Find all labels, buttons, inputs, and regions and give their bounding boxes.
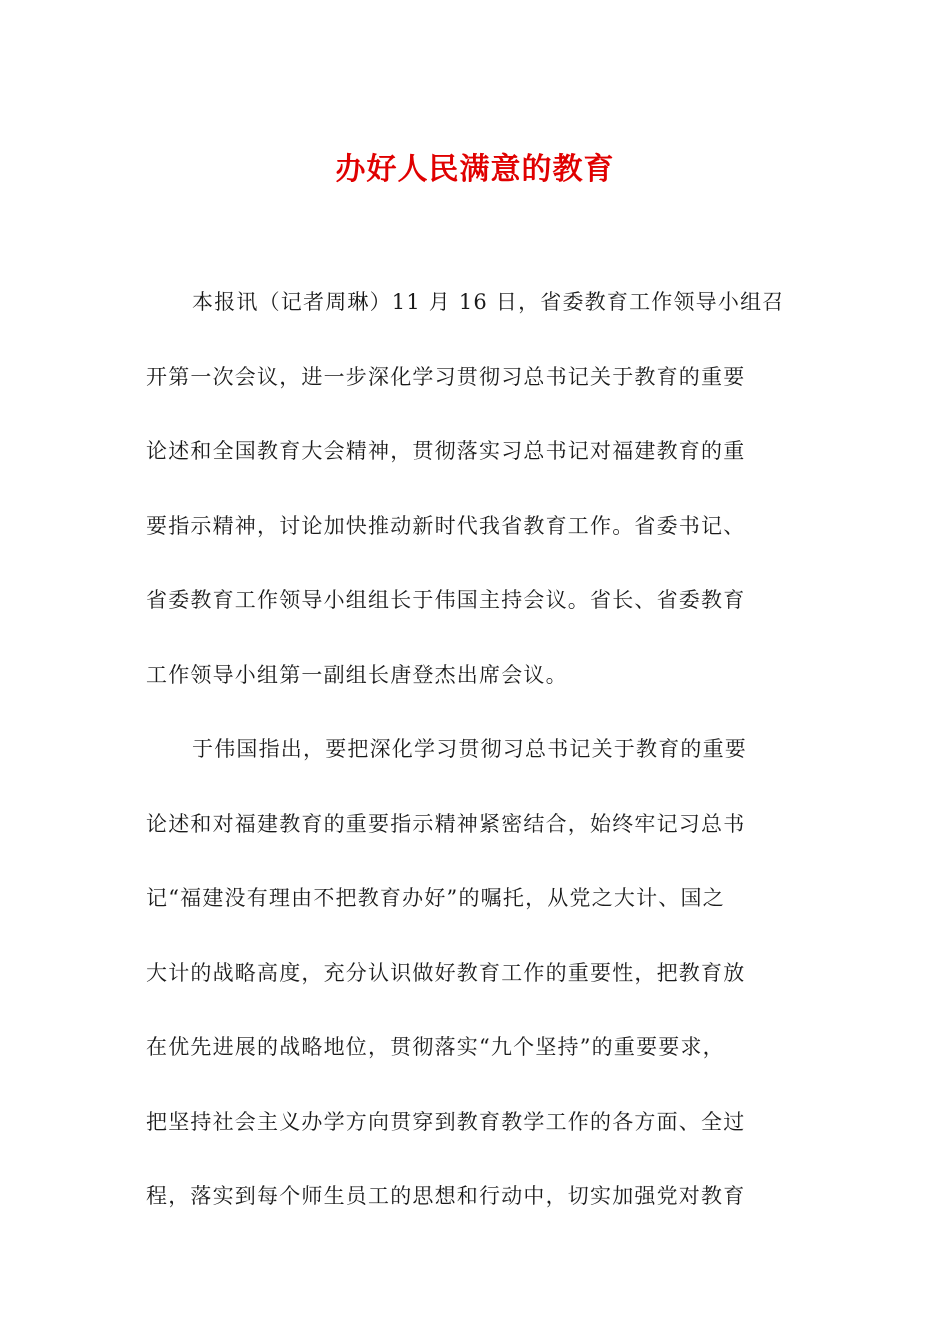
text-line: 开第一次会议，进一步深化学习贯彻习总书记关于教育的重要 xyxy=(146,364,746,389)
text-line: 把坚持社会主义办学方向贯穿到教育教学工作的各方面、全过 xyxy=(146,1109,746,1134)
text-line: 大计的战略高度，充分认识做好教育工作的重要性，把教育放 xyxy=(146,960,746,985)
text-line: 在优先进展的战略地位，贯彻落实“九个坚持”的重要要求， xyxy=(146,1035,725,1059)
paragraph-2 xyxy=(146,727,800,1249)
text-line: 记“福建没有理由不把教育办好”的嘱托，从党之大计、国之 xyxy=(146,886,725,910)
paragraph-1 xyxy=(146,280,800,727)
document-title: 办好人民满意的教育 xyxy=(335,152,615,187)
text-line: 论述和对福建教育的重要指示精神紧密结合，始终牢记习总书 xyxy=(146,811,746,836)
text-line: 工作领导小组第一副组长唐登杰出席会议。 xyxy=(146,662,568,687)
document-body xyxy=(146,280,800,1249)
text-line: 论述和全国教育大会精神，贯彻落实习总书记对福建教育的重 xyxy=(146,439,746,463)
text-line: 省委教育工作领导小组组长于伟国主持会议。省长、省委教育 xyxy=(146,588,746,612)
text-line: 要指示精神，讨论加快推动新时代我省教育工作。省委书记、 xyxy=(146,513,746,538)
text-line: 于伟国指出，要把深化学习贯彻习总书记关于教育的重要 xyxy=(192,737,747,761)
text-line: 程，落实到每个师生员工的思想和行动中，切实加强党对教育 xyxy=(146,1184,746,1208)
text-line: 本报讯（记者周琳）11 月 16 日，省委教育工作领导小组召 xyxy=(192,290,785,314)
